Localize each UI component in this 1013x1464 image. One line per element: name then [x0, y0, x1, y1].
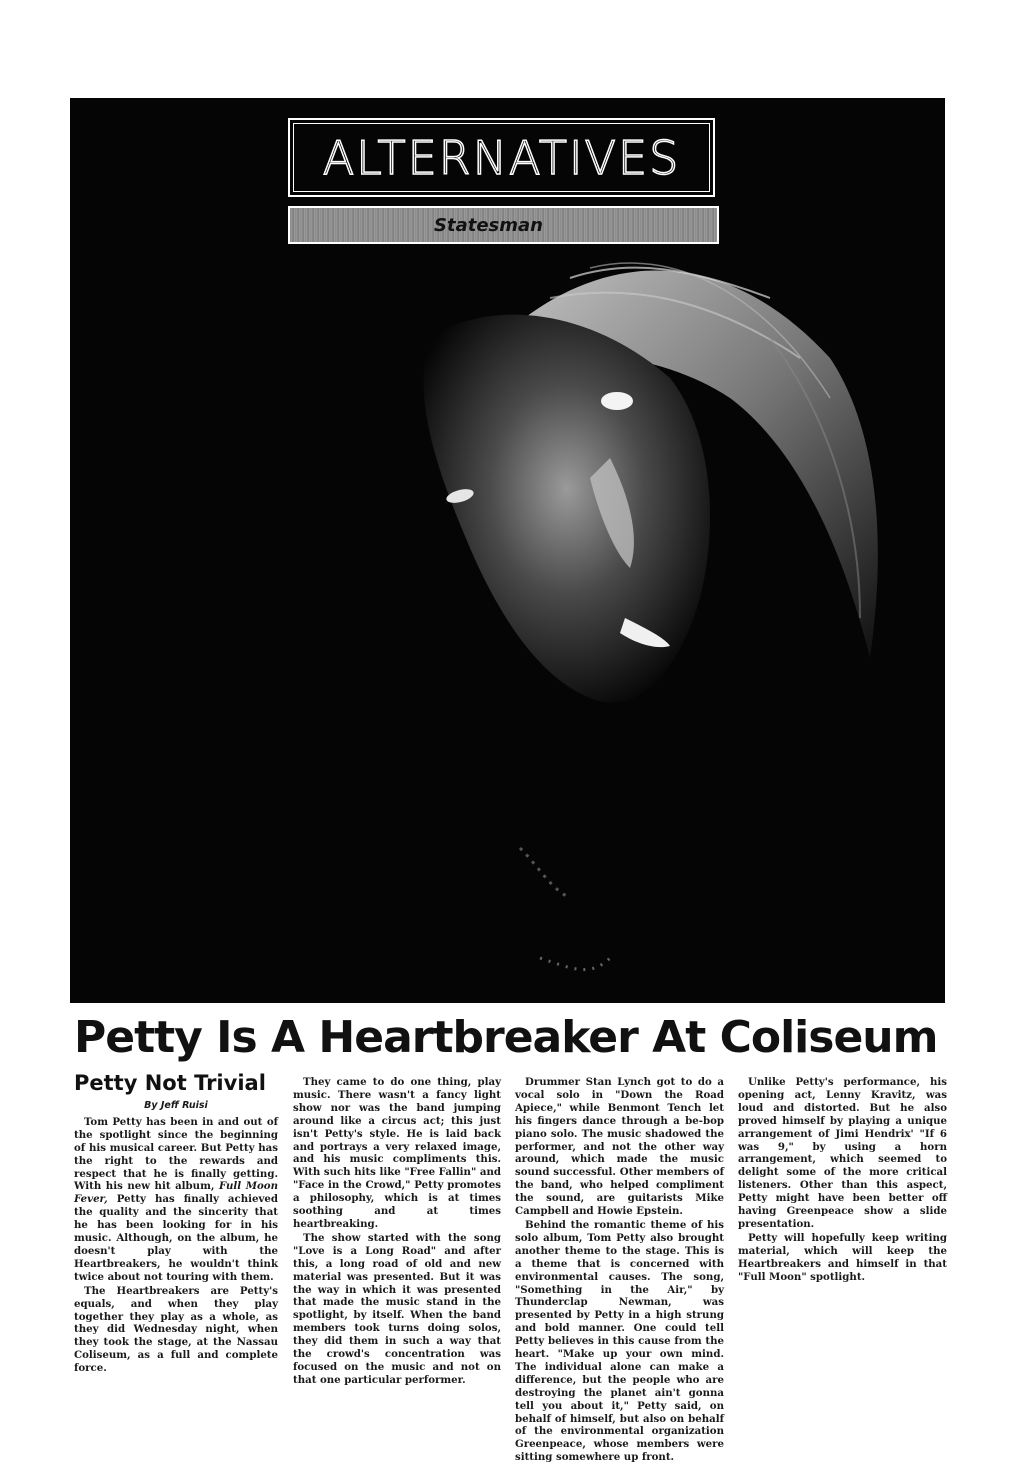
- article-paragraph: Unlike Petty's performance, his opening act, Lenny Kravitz, was loud and distorted. But he also proved himself by playing a unique arrangement of Jimi Hendrix' "If 6 was 9," by using a horn arrangement, which seemed to delight some of the more critical listeners. Other than this aspect, Petty might have been better off having Greenpeace show a slide presentation.: [738, 1076, 947, 1230]
- article-headline: Petty Is A Heartbreaker At Coliseum: [74, 1012, 938, 1063]
- article-column-3: [515, 1076, 724, 1464]
- article-paragraph: Petty will hopefully keep writing material, which will keep the Heartbreakers and himself in that "Full Moon" spotlight.: [738, 1231, 947, 1283]
- album-title: Full Moon Fever,: [74, 1180, 278, 1206]
- article-column-2: [293, 1076, 501, 1387]
- article-paragraph: Tom Petty has been in and out of the spotlight since the beginning of his musical career. But Petty has the right to the rewards and respect that he is finally getting. With his new hit album, Full Moon Fever, Petty has finally achieved the quality and the sincerity that he has been looking for in his music. Although, on the album, he doesn't play with the Heartbreakers, he wouldn't think twice about not touring with them.: [74, 1115, 278, 1283]
- article-subhead: Petty Not Trivial: [74, 1071, 266, 1095]
- article-column-1: [74, 1071, 278, 1375]
- article-paragraph: The show started with the song "Love is a Long Road" and after this, a long road of old and new material was presented. But it was the way in which it was presented that made the music stand in the spotlight, by itself. When the band members took turns doing solos, they did them in such a way that the crowd's concentration was focused on the music and not on that one particular performer.: [293, 1231, 501, 1386]
- article-paragraph: They came to do one thing, play music. There wasn't a fancy light show nor was the band jumping around like a circus act; this just isn't Petty's style. He is laid back and portrays a very relaxed image, and his music compliments this. With such hits like "Free Fallin" and "Face in the Crowd," Petty promotes a philosophy, which is at times soothing and at times heartbreaking.: [293, 1076, 501, 1230]
- section-title: ALTERNATIVES: [322, 130, 681, 185]
- article-paragraph: The Heartbreakers are Petty's equals, and when they play together they play as a whole, as they did Wednesday night, when they took the stage, at the Nassau Coliseum, as a full and complete force.: [74, 1284, 278, 1375]
- article-paragraph: Behind the romantic theme of his solo album, Tom Petty also brought another theme to the stage. This is a theme that is concerned with environmental causes. The song, "Something in the Air," by Thunderclap Newman, was presented by Petty in a high strung and bold manner. One could tell Petty believes in this cause from the heart. "Make up your own mind. The individual alone can make a difference, but the people who are destroying the planet ain't gonna tell you about it," Petty said, on behalf of himself, but also on behalf of the environmental organization Greenpeace, whose members were sitting somewhere up front.: [515, 1218, 724, 1464]
- article-paragraph: Drummer Stan Lynch got to do a vocal solo in "Down the Road Apiece," while Benmont Tench let his fingers dance through a be-bop piano solo. The music shadowed the performer, and not the other way around, which made the music sound successful. Other members of the band, who helped compliment the sound, are guitarists Mike Campbell and Howie Epstein.: [515, 1076, 724, 1218]
- article-byline: By Jeff Ruisi: [144, 1100, 208, 1111]
- section-subtitle-bar: [288, 206, 719, 244]
- section-title-box: [288, 118, 715, 197]
- section-masthead: [288, 118, 721, 244]
- article-column-4: [738, 1076, 947, 1284]
- section-subtitle: Statesman: [434, 214, 543, 236]
